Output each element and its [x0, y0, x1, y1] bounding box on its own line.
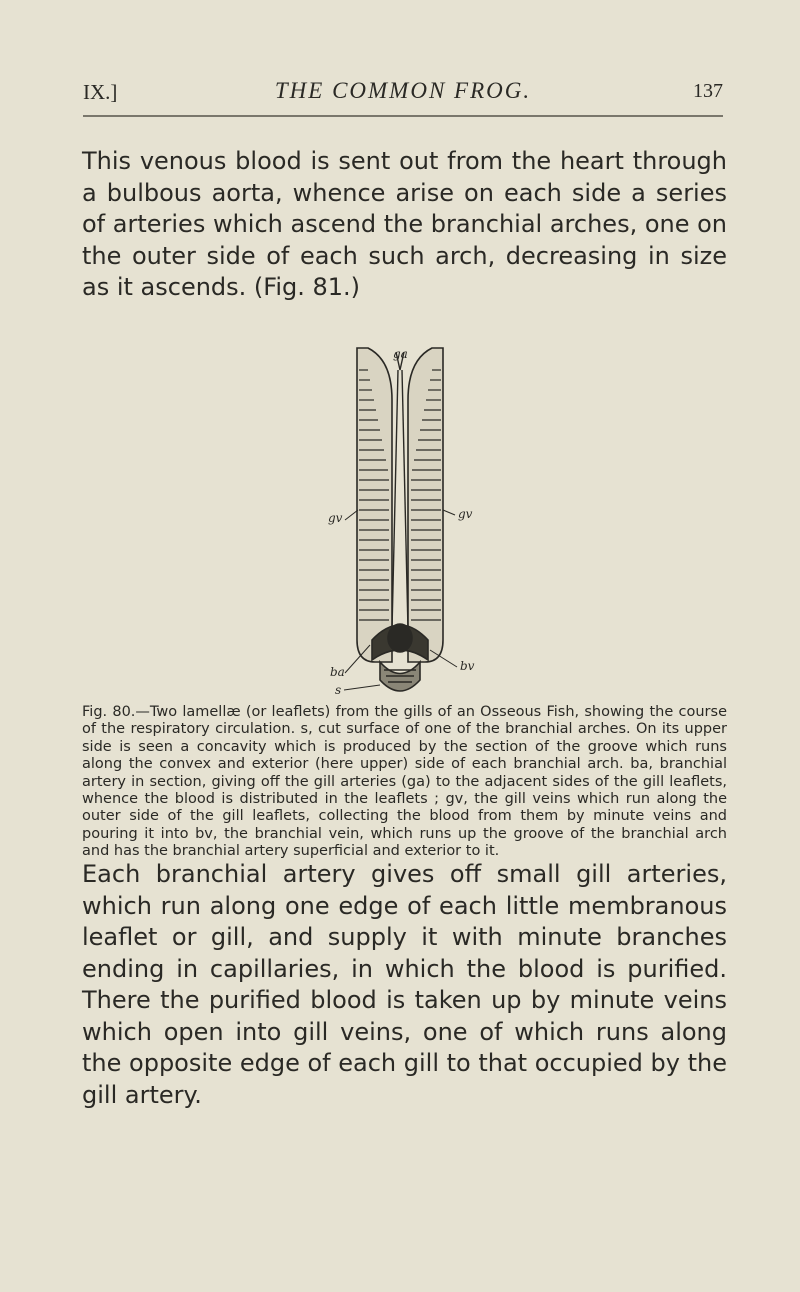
label-gv-right: gv — [458, 507, 473, 521]
page-number: 137 — [693, 80, 723, 102]
body-paragraph-2: Each branchial artery gives off small gill arteries, which run along one edge of each little membranous leaflet or gill, and supply it with minute branches ending in capillaries, in which the blood is purified. There the purified blood is taken up by minute veins which open into gill veins, one of which runs along the opposite edge of each gill to that occupied by the gill artery. — [82, 860, 727, 1109]
label-bv: bv — [460, 659, 475, 673]
caption-text: —Two lamellæ (or leaflets) from the gills of an Osseous Fish, showing the course of the respiratory circulation. s, cut surface of one of the branchial arches. On its upper side is seen a concavity which is produced by the section of the groove which runs along the convex and exterior (here upper) side of each branchial arch. ba, branchial artery in section, giving off the gill arteries (ga) to the adjacent sides of the gill leaflets, whence the blood is distributed in the leaflets ; gv, the gill veins which run along the outer side of the gill leaflets, collecting the blood from them by minute veins and pouring it into bv, the branchial vein, which runs up the groove of the branchial arch and has the branchial artery superficial and exterior to it. — [82, 704, 727, 860]
label-ba: ba — [330, 665, 345, 679]
body-paragraph-1: This venous blood is sent out from the heart through a bulbous aorta, whence arise on each side a series of arteries which ascend the branchial arches, one on the outer side of each such arch, decreasing in size as it ascends. (Fig. 81.) — [82, 147, 728, 301]
figure-caption — [82, 704, 727, 861]
lamella-right — [408, 348, 443, 662]
gill-lamellae-figure — [300, 340, 510, 700]
page-header — [83, 78, 723, 108]
header-rule — [83, 115, 723, 117]
chapter-number: IX.] — [83, 80, 118, 104]
running-title: THE COMMON FROG. — [274, 78, 532, 103]
caption-lead: Fig. 80. — [82, 704, 136, 720]
label-ga: ga — [393, 347, 408, 361]
label-s: s — [335, 683, 342, 697]
label-gv-left: gv — [328, 511, 343, 525]
lamella-left — [357, 348, 392, 662]
gill-artery-lines — [392, 352, 408, 630]
